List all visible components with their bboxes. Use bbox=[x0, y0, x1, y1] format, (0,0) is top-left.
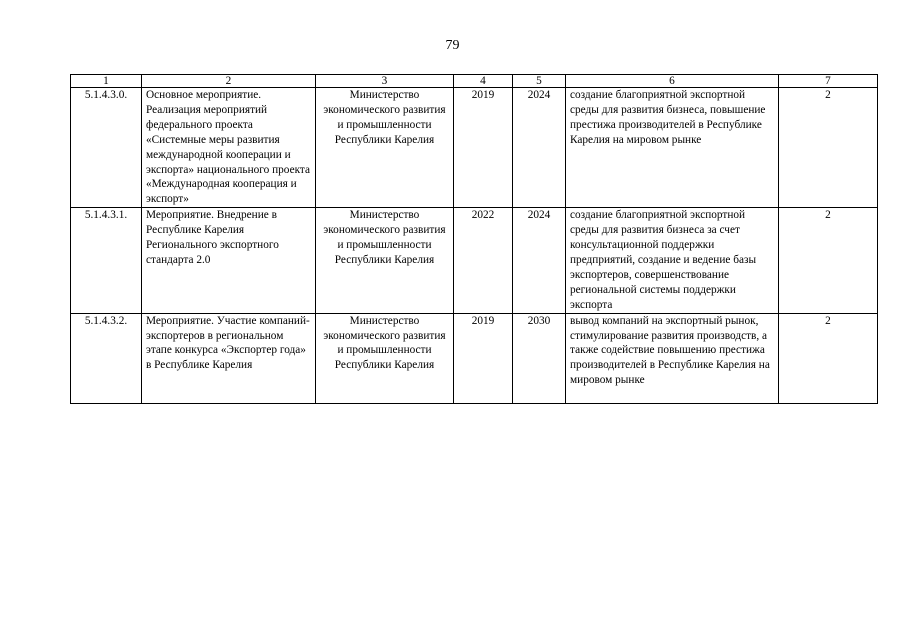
indicator-link: 2 bbox=[779, 313, 878, 403]
start-year: 2022 bbox=[454, 208, 513, 313]
activity-name: Мероприятие. Внедрение в Республике Карелия Регионального экспортного стандарта 2.0 bbox=[142, 208, 316, 313]
activities-table bbox=[70, 74, 878, 404]
activity-name: Мероприятие. Участие компаний-экспортеров в региональном этапе конкурса «Экспортер года» в Республике Карелия bbox=[142, 313, 316, 403]
activity-name: Основное мероприятие. Реализация мероприятий федерального проекта «Системные меры развития международной кооперации и экспорта» национального проекта «Международная кооперация и экспорт» bbox=[142, 88, 316, 208]
header-cell: 6 bbox=[566, 75, 779, 88]
header-cell: 4 bbox=[454, 75, 513, 88]
end-year: 2030 bbox=[513, 313, 566, 403]
indicator-link: 2 bbox=[779, 88, 878, 208]
activity-code: 5.1.4.3.1. bbox=[71, 208, 142, 313]
start-year: 2019 bbox=[454, 313, 513, 403]
expected-result: создание благоприятной экспортной среды для развития бизнеса за счет консультационной поддержки предприятий, создание и ведение базы экспортеров, совершенствование региональной системы поддержки экспорта bbox=[566, 208, 779, 313]
activity-code: 5.1.4.3.2. bbox=[71, 313, 142, 403]
executor: Министерство экономического развития и промышленности Республики Карелия bbox=[316, 313, 454, 403]
indicator-link: 2 bbox=[779, 208, 878, 313]
header-cell: 3 bbox=[316, 75, 454, 88]
table-row bbox=[71, 208, 878, 313]
expected-result: создание благоприятной экспортной среды для развития бизнеса, повышение престижа производителей в Республике Карелия на мировом рынке bbox=[566, 88, 779, 208]
end-year: 2024 bbox=[513, 88, 566, 208]
end-year: 2024 bbox=[513, 208, 566, 313]
header-cell: 5 bbox=[513, 75, 566, 88]
executor: Министерство экономического развития и промышленности Республики Карелия bbox=[316, 88, 454, 208]
page-number: 79 bbox=[445, 38, 460, 53]
header-cell: 7 bbox=[779, 75, 878, 88]
table-row bbox=[71, 313, 878, 403]
executor: Министерство экономического развития и промышленности Республики Карелия bbox=[316, 208, 454, 313]
header-cell: 2 bbox=[142, 75, 316, 88]
table-row bbox=[71, 88, 878, 208]
activity-code: 5.1.4.3.0. bbox=[71, 88, 142, 208]
expected-result: вывод компаний на экспортный рынок, стимулирование развития производств, а также содействие повышению престижа производителей в Республике Карелия на мировом рынке bbox=[566, 313, 779, 403]
header-cell: 1 bbox=[71, 75, 142, 88]
start-year: 2019 bbox=[454, 88, 513, 208]
table-header-row bbox=[71, 75, 878, 88]
